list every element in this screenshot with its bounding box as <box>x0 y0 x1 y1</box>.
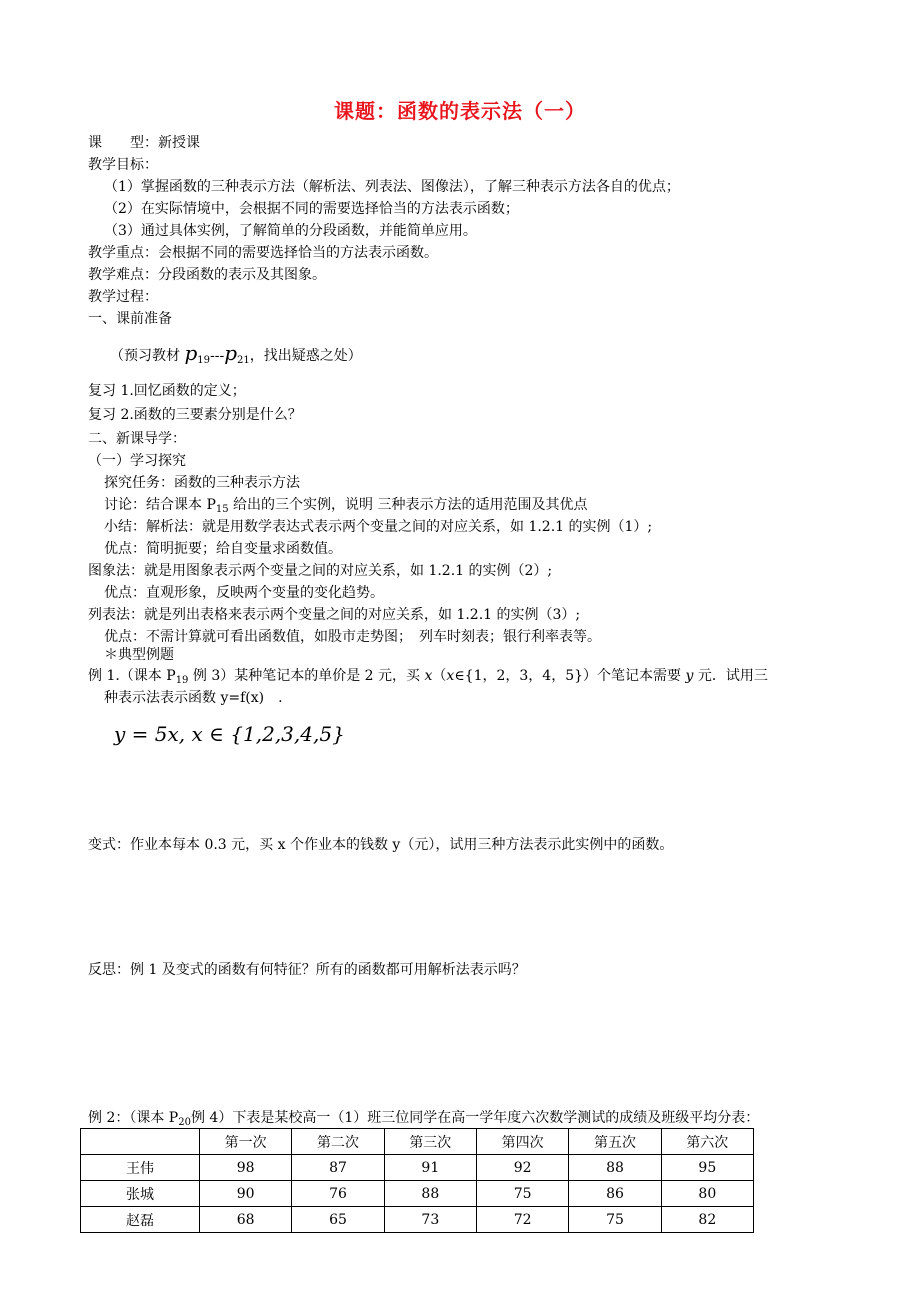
difficulty: 教学难点：分段函数的表示及其图象。 <box>88 267 326 283</box>
score-cell: 76 <box>292 1181 384 1207</box>
preview-instruction <box>110 343 362 366</box>
table-header-row <box>81 1129 754 1155</box>
example2-intro <box>88 1108 759 1128</box>
header-cell-corner <box>81 1129 200 1155</box>
section1-heading: 一、课前准备 <box>88 311 172 327</box>
example2-text-a: 例 2：（课本 P <box>88 1110 179 1126</box>
example1-formula: y = 5x, x ∈ {1,2,3,4,5} <box>114 722 345 746</box>
example1-text-d: ∈{1，2，3，4，5}）个笔记本需要 <box>454 668 686 684</box>
section2-subheading: （一）学习探究 <box>88 453 186 469</box>
score-cell: 80 <box>661 1181 753 1207</box>
table-method: 列表法：就是列出表格来表示两个变量之间的对应关系，如 1.2.1 的实例（3）; <box>88 607 581 623</box>
example1-text-c: （ <box>432 668 447 684</box>
preview-prefix: （预习教材 <box>110 348 185 364</box>
example1-var-x: x <box>424 668 433 684</box>
graph-method: 图象法：就是用图象表示两个变量之间的对应关系，如 1.2.1 的实例（2）; <box>88 563 553 579</box>
discuss-prefix: 讨论：结合课本 P <box>104 497 216 513</box>
score-cell: 88 <box>569 1155 661 1181</box>
example1-line2: 种表示法表示函数 y=f(x) . <box>104 690 283 706</box>
example1-text-e: 元．试用三 <box>693 668 768 684</box>
page-var-b: p <box>224 341 238 365</box>
advantage-graph: 优点：直观形象，反映两个变量的变化趋势。 <box>104 585 384 601</box>
page-var-a: p <box>184 341 198 365</box>
table-row <box>81 1155 754 1181</box>
objective-item-2: （2）在实际情境中，会根据不同的需要选择恰当的方法表示函数； <box>104 201 519 217</box>
student-name-cell: 赵磊 <box>81 1207 200 1233</box>
page-title: 课题：函数的表示法（一） <box>334 99 586 123</box>
score-cell: 82 <box>661 1207 753 1233</box>
score-cell: 68 <box>200 1207 292 1233</box>
discuss-sub: 15 <box>215 504 229 515</box>
page-dash: --- <box>210 348 225 364</box>
example2-sub: 20 <box>178 1117 191 1128</box>
score-cell: 72 <box>476 1207 568 1233</box>
score-cell: 73 <box>384 1207 476 1233</box>
score-cell: 88 <box>384 1181 476 1207</box>
example2-text-b: 例 4）下表是某校高一（1）班三位同学在高一学年度六次数学测试的成绩及班级平均分表： <box>190 1110 760 1126</box>
header-cell: 第六次 <box>661 1129 753 1155</box>
score-cell: 91 <box>384 1155 476 1181</box>
example1-text-a: 例 1.（课本 P <box>88 668 176 684</box>
preview-suffix: ，找出疑惑之处） <box>249 348 362 364</box>
lesson-type: 课 型：新授课 <box>88 135 200 151</box>
examples-heading: ＊典型例题 <box>104 647 174 663</box>
process-heading: 教学过程： <box>88 289 158 305</box>
key-point: 教学重点：会根据不同的需要选择恰当的方法表示函数。 <box>88 245 438 261</box>
score-cell: 65 <box>292 1207 384 1233</box>
header-cell: 第三次 <box>384 1129 476 1155</box>
objective-item-3: （3）通过具体实例，了解简单的分段函数，并能简单应用。 <box>104 223 477 239</box>
review-1: 复习 1.回忆函数的定义； <box>88 383 246 399</box>
student-name-cell: 张城 <box>81 1181 200 1207</box>
score-cell: 95 <box>661 1155 753 1181</box>
reflection: 反思：例 1 及变式的函数有何特征？所有的函数都可用解析法表示吗？ <box>88 962 526 978</box>
objective-item-1: （1）掌握函数的三种表示方法（解析法、列表法、图像法），了解三种表示方法各自的优点； <box>104 179 680 195</box>
student-name-cell: 王伟 <box>81 1155 200 1181</box>
discuss-line <box>104 495 588 515</box>
header-cell: 第四次 <box>476 1129 568 1155</box>
header-cell: 第二次 <box>292 1129 384 1155</box>
score-cell: 86 <box>569 1181 661 1207</box>
score-cell: 92 <box>476 1155 568 1181</box>
advantage-table: 优点：不需计算就可看出函数值，如股市走势图； 列车时刻表；银行利率表等。 <box>104 629 601 645</box>
scores-table <box>80 1128 754 1233</box>
example1-var-x2: x <box>446 668 455 684</box>
score-cell: 87 <box>292 1155 384 1181</box>
table-row <box>81 1181 754 1207</box>
page-sub-a: 19 <box>197 355 210 366</box>
explore-task: 探究任务：函数的三种表示方法 <box>104 475 300 491</box>
score-cell: 75 <box>569 1207 661 1233</box>
discuss-suffix: 给出的三个实例，说明 三种表示方法的适用范围及其优点 <box>228 497 588 513</box>
page-sub-b: 21 <box>237 355 250 366</box>
table-row <box>81 1207 754 1233</box>
variant-exercise: 变式：作业本每本 0.3 元，买 x 个作业本的钱数 y（元），试用三种方法表示此实例中的函数。 <box>88 837 674 853</box>
objectives-heading: 教学目标： <box>88 157 158 173</box>
score-cell: 98 <box>200 1155 292 1181</box>
example1-line1 <box>88 666 768 686</box>
advantage-analytic: 优点：简明扼要；给自变量求函数值。 <box>104 541 342 557</box>
header-cell: 第五次 <box>569 1129 661 1155</box>
review-2: 复习 2.函数的三要素分别是什么？ <box>88 407 302 423</box>
example1-sub: 19 <box>175 675 189 686</box>
example1-var-y: y <box>685 668 694 684</box>
summary-analytic: 小结：解析法：就是用数学表达式表示两个变量之间的对应关系，如 1.2.1 的实例（1）; <box>104 519 653 535</box>
score-cell: 75 <box>476 1181 568 1207</box>
example1-text-b: 例 3）某种笔记本的单价是 2 元，买 <box>188 668 425 684</box>
section2-heading: 二、新课导学： <box>88 431 186 447</box>
header-cell: 第一次 <box>200 1129 292 1155</box>
score-cell: 90 <box>200 1181 292 1207</box>
